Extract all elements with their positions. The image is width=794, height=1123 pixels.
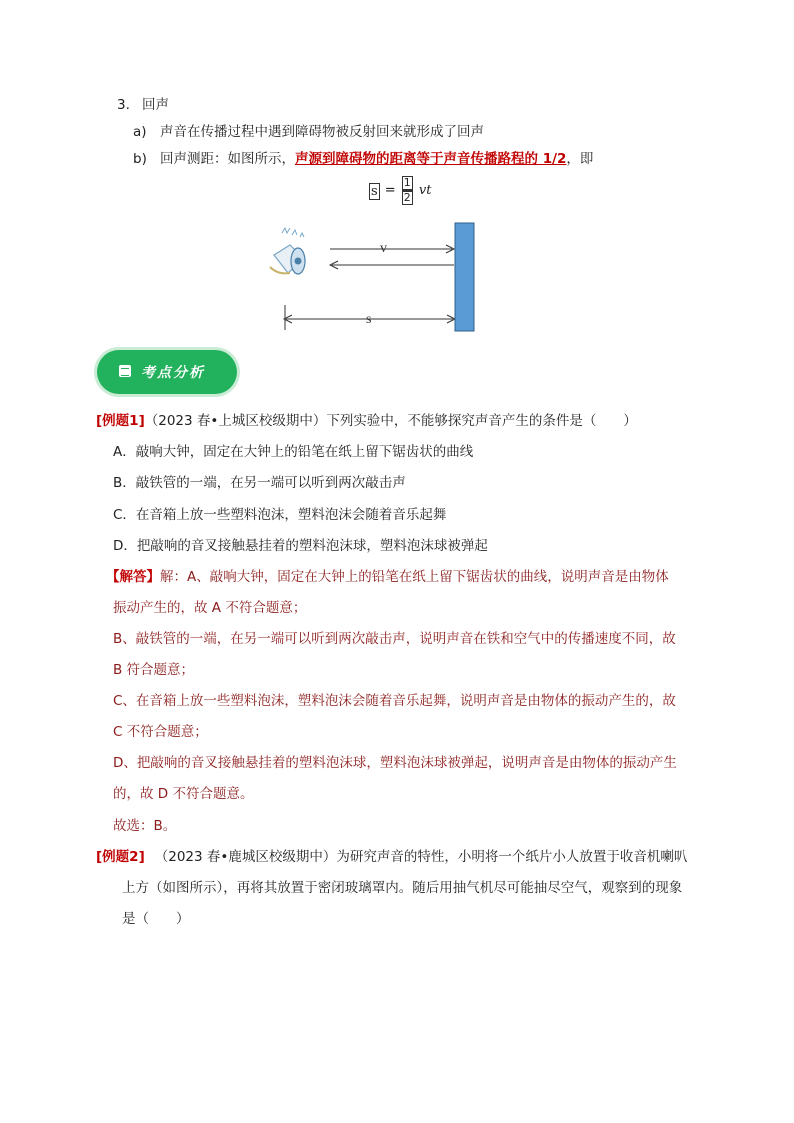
- example1-tag: [例题1]: [96, 413, 145, 429]
- answer-line-2: 振动产生的，故 A 不符合题意；: [113, 600, 307, 616]
- item-a-label: a): [133, 124, 147, 140]
- section-title: 回声: [142, 97, 169, 113]
- example2-line-1: [96, 848, 687, 866]
- answer-tag: 【解答】: [106, 569, 160, 585]
- distance-label: s: [366, 312, 372, 327]
- item-b-highlight: 声源到障碍物的距离等于声音传播路程的 1/2: [295, 151, 567, 167]
- answer-line-5: C、在音箱上放一些塑料泡沫，塑料泡沫会随着音乐起舞，说明声音是由物体的振动产生的，故: [113, 693, 676, 709]
- example1-source: （2023 春•上城区校级期中）: [144, 413, 327, 429]
- example2-tag: [例题2]: [96, 849, 145, 865]
- item-b-text-before: 回声测距：如图所示，: [160, 151, 295, 167]
- echo-formula: [369, 176, 431, 205]
- example1-option-a: A．敲响大钟，固定在大钟上的铅笔在纸上留下锯齿状的曲线: [113, 444, 474, 460]
- section-number: 3.: [117, 97, 130, 113]
- example1-option-d: D．把敲响的音叉接触悬挂着的塑料泡沫球，塑料泡沫球被弹起: [113, 538, 488, 554]
- formula-rhs: vt: [418, 183, 432, 198]
- answer-line-1: [106, 568, 669, 586]
- velocity-label: v: [380, 241, 387, 256]
- answer-line-8: 的，故 D 不符合题意。: [113, 786, 254, 802]
- example2-line-2: 上方（如图所示），再将其放置于密闭玻璃罩内。随后用抽气机尽可能抽尽空气，观察到的现象: [122, 880, 683, 896]
- section-badge: [97, 350, 237, 394]
- echo-diagram: [260, 215, 480, 340]
- answer-line-6: C 不符合题意；: [113, 724, 208, 740]
- formula-numerator: 1: [403, 176, 411, 189]
- answer-line-4: B 符合题意；: [113, 662, 195, 678]
- answer-line-7: D、把敲响的音叉接触悬挂着的塑料泡沫球，塑料泡沫球被弹起，说明声音是由物体的振动产生: [113, 755, 677, 771]
- item-b-text-after: ，即: [566, 151, 594, 167]
- answer-line-3: B、敲铁管的一端，在另一端可以听到两次敲击声，说明声音在铁和空气中的传播速度不同，故: [113, 631, 676, 647]
- badge-label: 考点分析: [141, 365, 205, 381]
- formula-eq: =: [384, 183, 396, 198]
- formula-lhs: s: [371, 184, 378, 199]
- speaker-icon: [270, 228, 305, 274]
- item-b-label: b): [133, 151, 147, 167]
- example1-question: [96, 412, 637, 430]
- document-icon: [119, 365, 131, 377]
- example1-option-b: B．敲铁管的一端，在另一端可以听到两次敲击声: [113, 475, 406, 491]
- item-b-text: [160, 150, 593, 168]
- obstacle-wall: [455, 223, 474, 331]
- formula-fraction: [402, 176, 413, 205]
- example2-line-3: 是（ ）: [122, 911, 190, 927]
- example1-option-c: C．在音箱上放一些塑料泡沫，塑料泡沫会随着音乐起舞: [113, 507, 447, 523]
- item-a-text: 声音在传播过程中遇到障碍物被反射回来就形成了回声: [160, 124, 484, 140]
- example1-text: 下列实验中，不能够探究声音产生的条件是（ ）: [326, 413, 637, 429]
- example2-text-1: （2023 春•鹿城区校级期中）为研究声音的特性，小明将一个纸片小人放置于收音机喇叭: [154, 849, 688, 865]
- formula-denominator: 2: [403, 191, 411, 204]
- answer-text-1: 解：A、敲响大钟，固定在大钟上的铅笔在纸上留下锯齿状的曲线，说明声音是由物体: [160, 569, 669, 585]
- answer-choice: 故选：B。: [113, 818, 177, 834]
